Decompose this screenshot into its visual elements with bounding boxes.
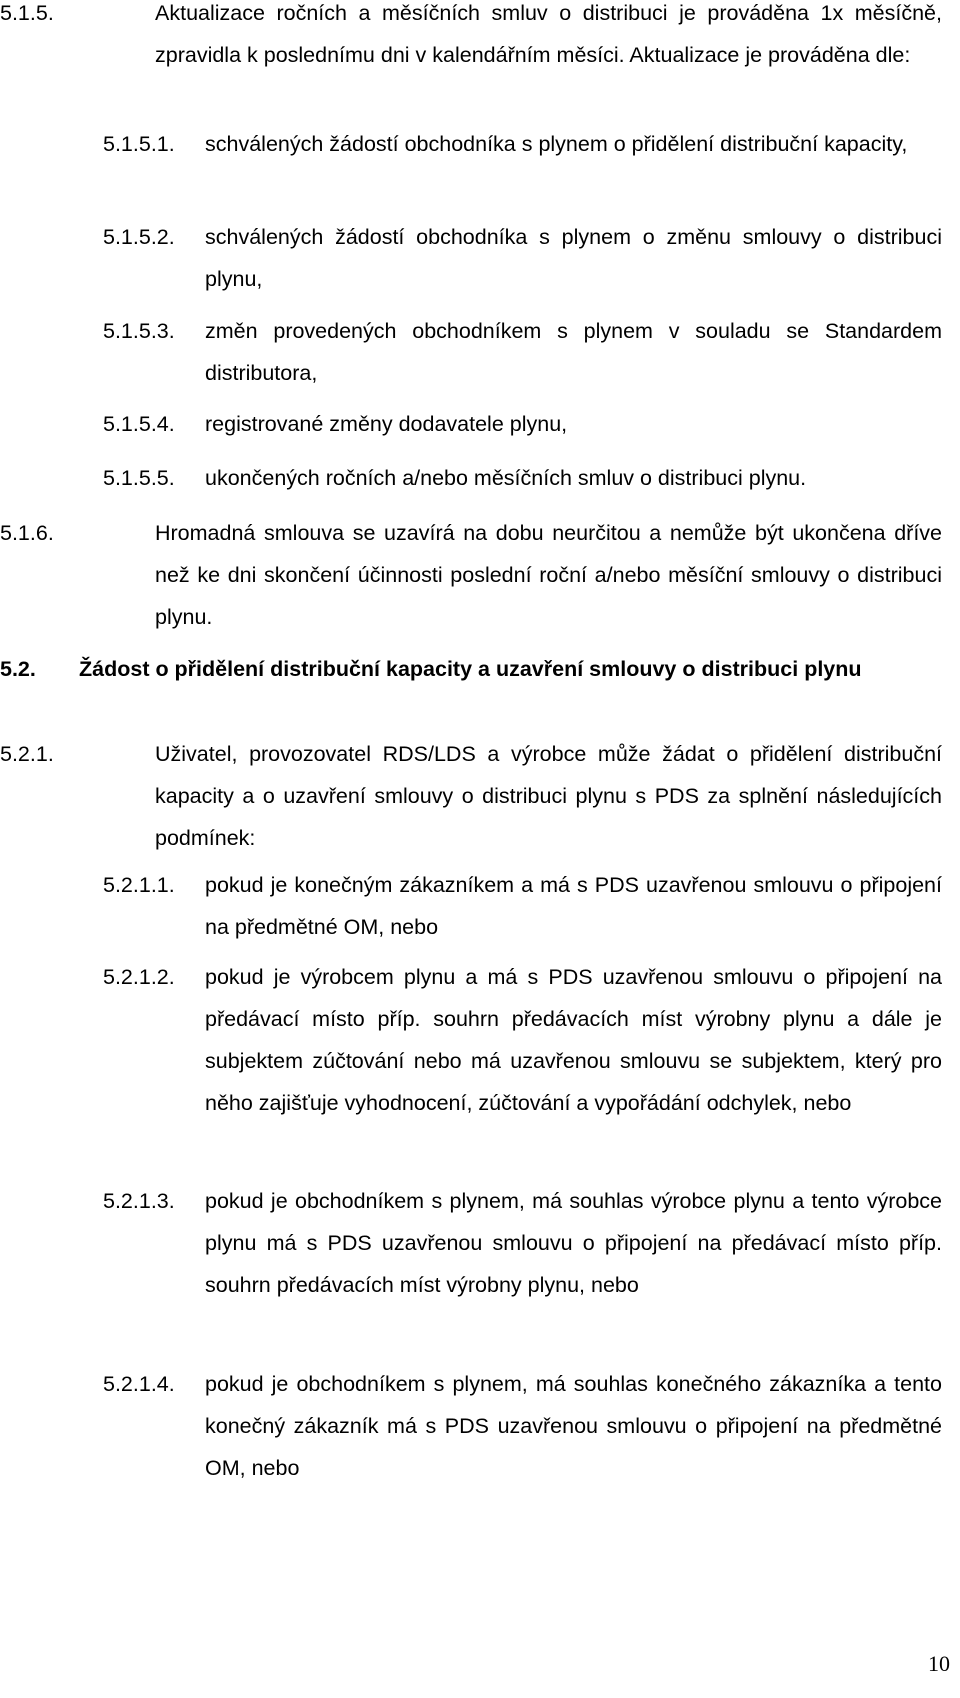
- item-number: 5.2.1.2.: [103, 965, 175, 989]
- item-number: 5.1.5.3.: [103, 319, 175, 343]
- item-number: 5.1.5.4.: [103, 412, 175, 436]
- item-text: pokud je konečným zákazníkem a má s PDS uzavřenou smlouvu o připojení na předmětné OM, nebo: [205, 873, 942, 939]
- item-text: pokud je obchodníkem s plynem, má souhlas konečného zákazníka a tento konečný zákazník má s PDS uzavřenou smlouvu o připojení na předmětné OM, nebo: [205, 1372, 942, 1480]
- section-text: Aktualizace ročních a měsíčních smluv o distribuci je prováděna 1x měsíčně, zpravidla k poslednímu dni v kalendářním měsíci. Aktualizace je prováděna dle:: [155, 1, 942, 67]
- item-text: schválených žádostí obchodníka s plynem o změnu smlouvy o distribuci plynu,: [205, 225, 942, 291]
- item-number: 5.2.1.3.: [103, 1189, 175, 1213]
- page-number: 10: [928, 1651, 950, 1676]
- item-number: 5.1.5.1.: [103, 132, 175, 156]
- item-number: 5.2.1.4.: [103, 1372, 175, 1396]
- item-number: 5.1.5.2.: [103, 225, 175, 249]
- item-number: 5.2.1.1.: [103, 873, 175, 897]
- item-text: pokud je obchodníkem s plynem, má souhlas výrobce plynu a tento výrobce plynu má s PDS uzavřenou smlouvu o připojení na předávací místo příp. souhrn předávacích míst výrobny plynu, nebo: [205, 1189, 942, 1297]
- item-text: změn provedených obchodníkem s plynem v souladu se Standardem distributora,: [205, 319, 942, 385]
- heading-text: Žádost o přidělení distribuční kapacity a uzavření smlouvy o distribuci plynu: [79, 657, 862, 681]
- item-text: ukončených ročních a/nebo měsíčních smluv o distribuci plynu.: [205, 466, 807, 490]
- heading-number: 5.2.: [0, 657, 36, 681]
- section-number: 5.1.6.: [0, 521, 54, 545]
- item-number: 5.1.5.5.: [103, 466, 175, 490]
- item-text: schválených žádostí obchodníka s plynem o přidělení distribuční kapacity,: [205, 132, 908, 156]
- item-text: pokud je výrobcem plynu a má s PDS uzavřenou smlouvu o připojení na předávací místo příp. souhrn předávacích míst výrobny plynu a dále je subjektem zúčtování nebo má uzavřenou smlouvu se subjektem, který pro něho zajišťuje vyhodnocení, zúčtování a vypořádání odchylek, nebo: [205, 965, 942, 1115]
- section-number: 5.2.1.: [0, 742, 54, 766]
- section-text: Hromadná smlouva se uzavírá na dobu neurčitou a nemůže být ukončena dříve než ke dni skončení účinnosti poslední roční a/nebo měsíční smlouvy o distribuci plynu.: [155, 521, 942, 629]
- section-number: 5.1.5.: [0, 1, 54, 25]
- item-text: registrované změny dodavatele plynu,: [205, 412, 568, 436]
- section-text: Uživatel, provozovatel RDS/LDS a výrobce může žádat o přidělení distribuční kapacity a o uzavření smlouvy o distribuci plynu s PDS za splnění následujících podmínek:: [155, 742, 942, 850]
